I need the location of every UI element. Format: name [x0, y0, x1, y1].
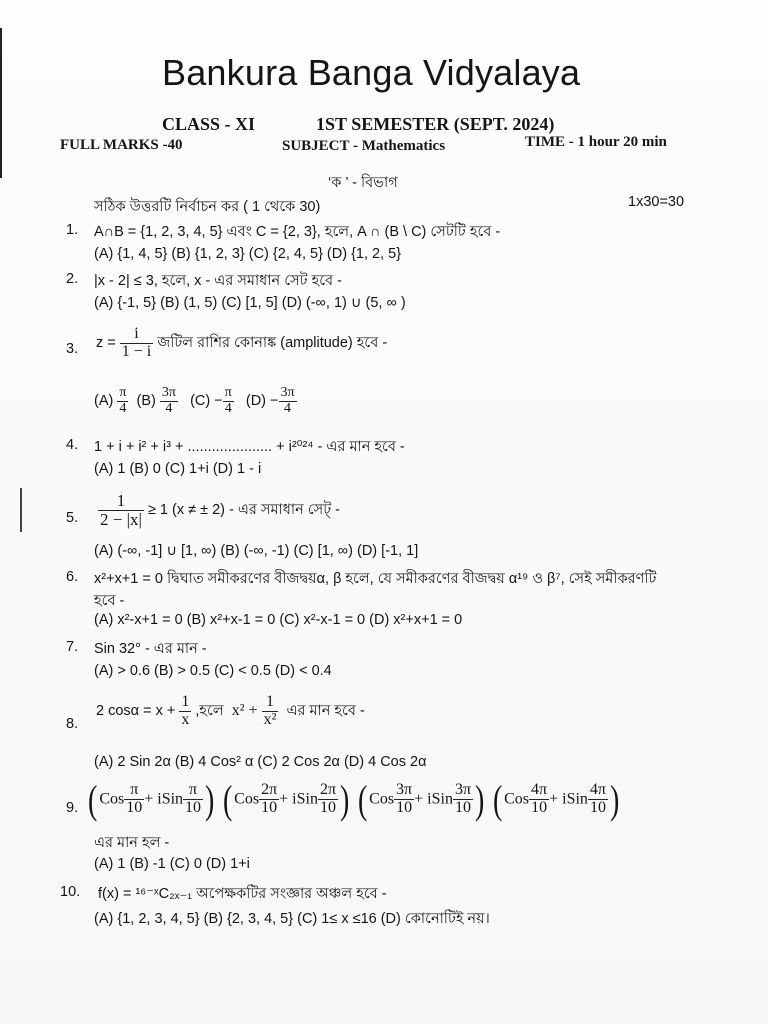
q9-t3-a-den: 10 — [396, 799, 413, 816]
q10-options: (A) {1, 2, 3, 4, 5} (B) {2, 3, 4, 5} (C) 1≤ x ≤16 (D) কোনোটিই নয়। — [94, 911, 490, 927]
q2-text: |x - 2| ≤ 3, হলে, x - এর সমাধান সেট হবে - — [94, 273, 342, 289]
subject: SUBJECT - Mathematics — [282, 138, 446, 154]
q6-text-cont: হবে - — [94, 593, 125, 609]
full-marks: FULL MARKS -40 — [60, 137, 183, 153]
q10-number: 10. — [60, 884, 81, 900]
q9-t2-frac-a — [259, 782, 279, 817]
q8-frac-2 — [262, 694, 279, 729]
q3-frac-num: i — [120, 326, 153, 344]
q5-frac-den: 2 − |x| — [100, 509, 142, 529]
q5-equation — [98, 492, 340, 529]
q3-opt-d: (D) — [245, 393, 267, 410]
q9-t2-cos: Cos — [234, 790, 260, 808]
q3-frac-den: 1 − i — [121, 342, 152, 360]
school-name: Bankura Banga Vidyalaya — [162, 52, 581, 93]
q2-number: 2. — [66, 271, 79, 287]
q4-options: (A) 1 (B) 0 (C) 1+i (D) 1 - i — [94, 461, 262, 477]
q9-t1-frac-a — [124, 782, 144, 817]
q8-frac-1 — [179, 694, 191, 729]
q3-frac-d-num: 3π — [280, 385, 295, 400]
q9-t2-b-num: 2π — [319, 781, 337, 799]
semester-label: 1ST SEMESTER (SEPT. 2024) — [316, 114, 555, 134]
q9-t2-isin: + iSin — [279, 790, 318, 808]
q3-frac-a-den: 4 — [119, 400, 127, 416]
section-instruction: সঠিক উত্তরটি নির্বাচন কর ( 1 থেকে 30) — [94, 199, 321, 215]
q8-number: 8. — [66, 716, 79, 732]
q3-fraction — [120, 326, 153, 361]
q9-t4-b-num: 4π — [589, 781, 606, 799]
q7-options: (A) > 0.6 (B) > 0.5 (C) < 0.5 (D) < 0.4 — [94, 663, 332, 679]
q9-t3-frac-b — [453, 782, 473, 817]
q9-t3-b-den: 10 — [454, 799, 471, 816]
q3-number: 3. — [66, 341, 79, 357]
q3-minus-c: − — [214, 393, 223, 410]
class-label: CLASS - XI — [162, 114, 256, 134]
q9-t3-isin: + iSin — [414, 790, 453, 808]
q9-t1-a-den: 10 — [126, 799, 143, 816]
q5-number: 5. — [66, 510, 79, 526]
q9-t1-frac-b — [183, 782, 203, 817]
q8-tail: এর মান হবে - — [286, 703, 365, 720]
q3-text: জটিল রাশির কোনাঙ্ক (amplitude) হবে - — [157, 335, 388, 352]
q9-t4-frac-a — [529, 782, 549, 817]
q9-options: (A) 1 (B) -1 (C) 0 (D) 1+i — [94, 856, 250, 872]
q9-paren-close-2: ) — [340, 777, 350, 822]
q9-t4-frac-b — [588, 782, 608, 817]
q8-equation — [96, 694, 365, 729]
time-allowed: TIME - 1 hour 20 min — [525, 134, 667, 150]
q3-lhs: z = — [96, 335, 116, 352]
q9-paren-close-4: ) — [609, 777, 620, 822]
q5-options: (A) (-∞, -1] ∪ [1, ∞) (B) (-∞, -1) (C) [1, ∞) (D) [-1, 1] — [94, 543, 419, 559]
q3-frac-c-num: π — [224, 385, 232, 400]
q5-frac-num: 1 — [98, 492, 144, 511]
q2-options: (A) {-1, 5} (B) (1, 5) (C) [1, 5] (D) (-∞, 1) ∪ (5, ∞ ) — [94, 295, 406, 311]
q8-frac-2-den: x² — [263, 710, 277, 728]
q9-paren-close-3: ) — [475, 777, 485, 822]
q3-opt-b: (B) — [136, 393, 156, 410]
q9-t1-cos: Cos — [99, 790, 125, 808]
q9-t4-cos: Cos — [504, 790, 530, 808]
q3-frac-c — [223, 386, 234, 416]
q9-paren-open-3: ( — [357, 777, 368, 822]
q9-t3-frac-a — [394, 782, 414, 817]
q3-frac-d-den: 4 — [284, 400, 292, 416]
q3-options — [94, 386, 297, 416]
q9-t3-cos: Cos — [369, 790, 395, 808]
q1-options: (A) {1, 4, 5} (B) {1, 2, 3} (C) {2, 4, 5} (D) {1, 2, 5} — [94, 246, 402, 262]
q8-x2: x² + — [231, 702, 258, 720]
q9-t1-a-num: π — [124, 782, 144, 800]
q3-frac-b — [160, 386, 178, 416]
q9-t4-a-den: 10 — [531, 799, 548, 816]
q9-t1-b-num: π — [183, 782, 203, 800]
scan-margin-mark — [20, 488, 22, 532]
q5-text: ≥ 1 (x ≠ ± 2) - এর সমাধান সেট্‌ - — [147, 502, 340, 519]
q9-t2-a-num: 2π — [261, 781, 278, 799]
q9-text: এর মান হল - — [94, 835, 170, 851]
q3-frac-b-den: 4 — [165, 400, 173, 416]
q9-number: 9. — [66, 800, 79, 816]
q9-t3-a-num: 3π — [396, 781, 413, 799]
q4-text: 1 + i + i² + i³ + ..................... + i²⁰²⁴ - এর মান হবে - — [94, 439, 405, 455]
q1-number: 1. — [66, 222, 79, 238]
q10-text: f(x) = ¹⁶⁻ˣC₂ₓ₋₁ অপেক্ষকটির সংজ্ঞার অঞ্চল হবে - — [98, 886, 387, 902]
q3-frac-a — [117, 386, 128, 416]
q9-t4-isin: + iSin — [549, 790, 588, 808]
q9-t2-frac-b — [318, 782, 338, 817]
q9-paren-open-4: ( — [492, 777, 503, 822]
section-title: ‘ক ’ - বিভাগ — [328, 175, 398, 191]
q3-equation — [96, 326, 387, 361]
q5-fraction — [98, 492, 144, 529]
q3-frac-d — [279, 386, 297, 416]
q3-frac-c-den: 4 — [224, 400, 232, 416]
q3-opt-a: (A) — [94, 393, 114, 410]
q4-number: 4. — [66, 437, 79, 453]
q9-paren-open-2: ( — [222, 777, 233, 822]
q3-frac-a-num: π — [119, 385, 127, 400]
q9-t4-b-den: 10 — [589, 799, 606, 816]
q3-minus-d: − — [270, 393, 279, 410]
q6-options: (A) x²-x+1 = 0 (B) x²+x-1 = 0 (C) x²-x-1 = 0 (D) x²+x+1 = 0 — [94, 612, 463, 628]
q6-text: x²+x+1 = 0 দ্বিঘাত সমীকরণের বীজদ্বয়α, β হলে, যে সমীকরণের বীজদ্বয় α¹⁹ ও β⁷, সেই সমীকরণটি — [94, 571, 657, 587]
q9-t4-a-num: 4π — [531, 781, 548, 799]
q9-t2-b-den: 10 — [319, 799, 336, 816]
q9-paren-open-1: ( — [87, 777, 98, 822]
q9-paren-close-1: ) — [205, 777, 215, 822]
q9-t3-b-num: 3π — [454, 781, 472, 799]
q8-lhs: 2 cosα = x + — [96, 703, 176, 720]
q7-text: Sin 32° - এর মান - — [94, 641, 207, 657]
q1-text: A∩B = {1, 2, 3, 4, 5} এবং C = {2, 3}, হলে, A ∩ (B \ C) সেটটি হবে - — [94, 224, 501, 240]
q9-t2-a-den: 10 — [261, 799, 278, 816]
q9-t1-b-den: 10 — [185, 799, 202, 816]
q8-frac-1-num: 1 — [181, 693, 190, 710]
q9-expression — [86, 776, 621, 823]
q3-opt-c: (C) — [190, 393, 211, 410]
section-marks: 1x30=30 — [628, 194, 685, 210]
q7-number: 7. — [66, 639, 79, 655]
q6-number: 6. — [66, 569, 79, 585]
q3-frac-b-num: 3π — [161, 385, 176, 400]
q8-frac-2-num: 1 — [262, 694, 279, 712]
q8-mid: ,হলে — [195, 703, 224, 720]
q9-t1-isin: + iSin — [144, 790, 184, 808]
q8-options: (A) 2 Sin 2α (B) 4 Cos² α (C) 2 Cos 2α (D) 4 Cos 2α — [94, 754, 427, 770]
q8-frac-1-den: x — [181, 710, 190, 728]
scan-edge-mark — [0, 28, 2, 178]
